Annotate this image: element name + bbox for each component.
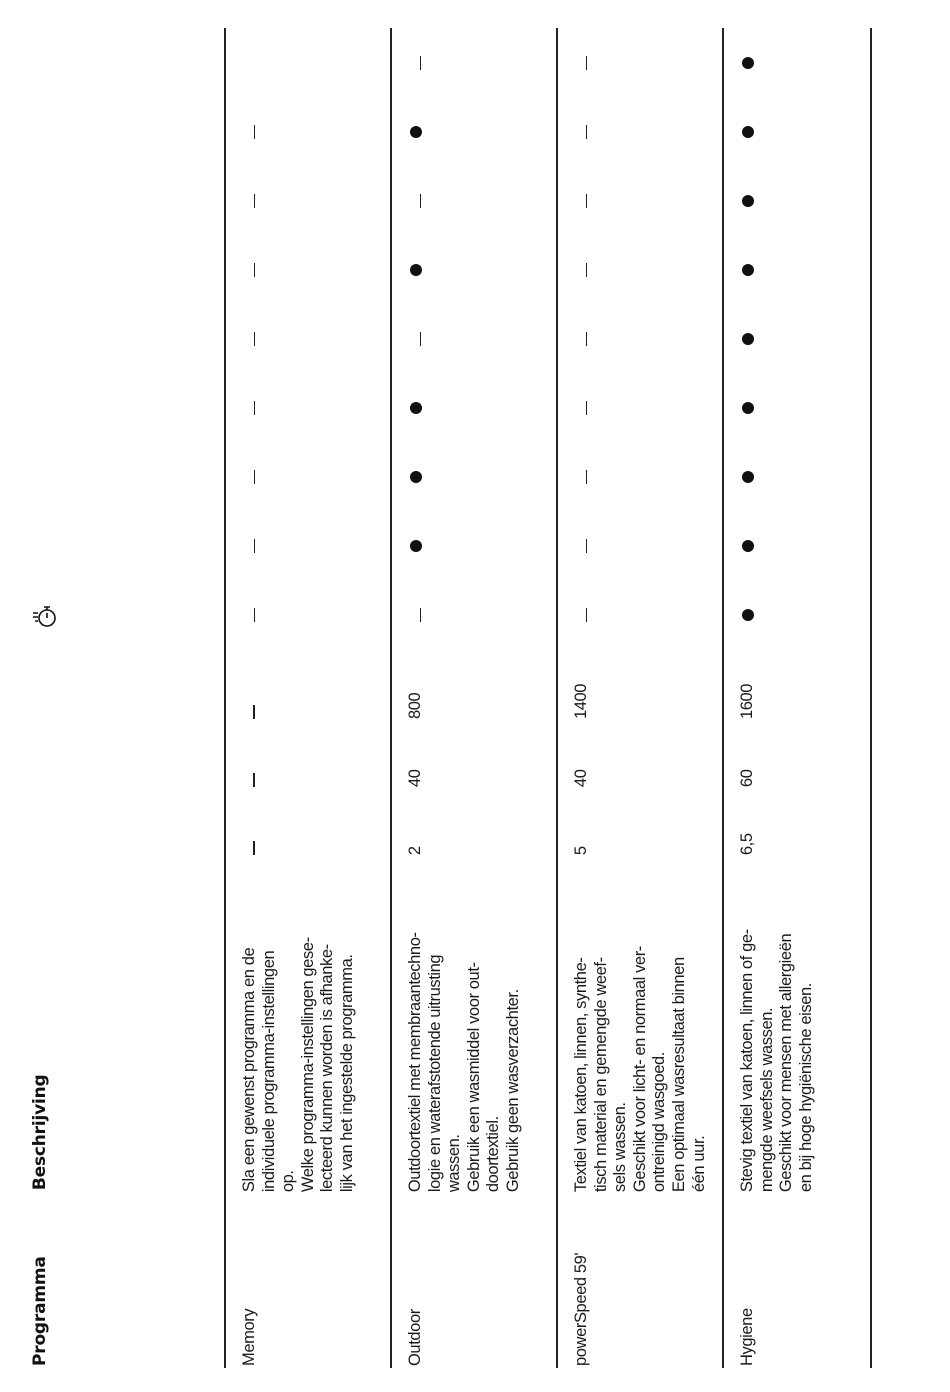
option-available bbox=[723, 166, 871, 235]
value-toeren: 1400 bbox=[557, 650, 723, 721]
dash-icon bbox=[420, 332, 422, 346]
dash-icon bbox=[254, 608, 256, 622]
dash-icon bbox=[254, 332, 256, 346]
option-unavailable bbox=[225, 235, 391, 304]
table-row bbox=[225, 28, 391, 1368]
value-kg: 6,5 bbox=[723, 789, 871, 857]
value-temp: 40 bbox=[391, 721, 557, 789]
program-description bbox=[391, 857, 557, 1192]
header-timer-column bbox=[16, 581, 225, 650]
option-available bbox=[723, 512, 871, 581]
table-row bbox=[557, 28, 723, 1368]
dash-icon bbox=[254, 539, 256, 553]
table-row bbox=[391, 28, 557, 1368]
option-unavailable bbox=[557, 373, 723, 442]
value-kg: 5 bbox=[557, 789, 723, 857]
value-kg: 2 bbox=[391, 789, 557, 857]
value-temp: 40 bbox=[557, 721, 723, 789]
dash-icon bbox=[254, 263, 256, 277]
option-unavailable bbox=[225, 443, 391, 512]
option-available bbox=[391, 373, 557, 442]
description-line: individuele programma-instellingen bbox=[259, 950, 278, 1193]
dash-mark bbox=[225, 650, 391, 721]
description-line: Stevig textiel van katoen, linnen of ge- bbox=[738, 929, 756, 1193]
bullet-icon bbox=[742, 402, 754, 414]
option-empty bbox=[225, 28, 391, 97]
option-available bbox=[391, 443, 557, 512]
program-description bbox=[225, 857, 391, 1192]
description-line: Welke programma-instellingen gese- bbox=[298, 937, 317, 1193]
dash-icon bbox=[586, 539, 588, 553]
option-unavailable bbox=[557, 97, 723, 166]
bullet-icon bbox=[410, 264, 422, 276]
option-unavailable bbox=[391, 304, 557, 373]
dash-icon bbox=[420, 56, 422, 70]
description-line: Textiel van katoen, linnen, synthe- bbox=[572, 957, 590, 1193]
description-line: sels wassen. bbox=[611, 1102, 630, 1193]
dash-icon bbox=[586, 263, 588, 277]
header-programma: Programma bbox=[30, 1256, 50, 1366]
dash-mark bbox=[225, 789, 391, 857]
description-line: één uur. bbox=[689, 1135, 708, 1193]
table-body bbox=[225, 28, 871, 1368]
value-toeren: 1600 bbox=[723, 650, 871, 721]
option-available bbox=[723, 97, 871, 166]
option-unavailable bbox=[225, 373, 391, 442]
description-line: lijk van het ingestelde programma. bbox=[337, 954, 356, 1193]
bullet-icon bbox=[410, 471, 422, 483]
option-unavailable bbox=[391, 28, 557, 97]
description-line: tisch material en gemengde weef- bbox=[591, 957, 610, 1193]
description-line: mengde weefsels wassen. bbox=[757, 1007, 776, 1193]
option-unavailable bbox=[557, 166, 723, 235]
program-table bbox=[16, 28, 872, 1368]
dash-icon bbox=[254, 194, 256, 208]
timer-icon bbox=[47, 600, 67, 630]
program-description bbox=[723, 857, 871, 1192]
bullet-icon bbox=[742, 126, 754, 138]
description-line: wassen. bbox=[445, 1134, 464, 1193]
bullet-icon bbox=[742, 333, 754, 345]
dash-icon bbox=[586, 125, 588, 139]
description-line: Sla een gewenst programma en de bbox=[240, 947, 258, 1193]
dash-mark bbox=[225, 721, 391, 789]
option-available bbox=[723, 28, 871, 97]
bullet-icon bbox=[742, 609, 754, 621]
description-line: Outdoortextiel met membraantechno- bbox=[406, 932, 424, 1193]
dash-icon bbox=[586, 194, 588, 208]
description-line: Een optimaal wasresultaat binnen bbox=[669, 957, 688, 1193]
option-unavailable bbox=[225, 512, 391, 581]
dash-icon bbox=[253, 773, 255, 787]
value-temp: 60 bbox=[723, 721, 871, 789]
program-name: powerSpeed 59' bbox=[557, 1192, 723, 1368]
dash-icon bbox=[586, 608, 588, 622]
description-line: logie en waterafstotende uitrusting bbox=[425, 954, 444, 1193]
option-unavailable bbox=[557, 512, 723, 581]
dash-icon bbox=[253, 841, 255, 855]
dash-icon bbox=[254, 470, 256, 484]
option-unavailable bbox=[225, 166, 391, 235]
option-available bbox=[723, 443, 871, 512]
bullet-icon bbox=[742, 195, 754, 207]
dash-icon bbox=[420, 608, 422, 622]
value-toeren: 800 bbox=[391, 650, 557, 721]
bullet-icon bbox=[410, 126, 422, 138]
program-description bbox=[557, 857, 723, 1192]
description-line: ontreinigd wasgoed. bbox=[650, 1052, 669, 1193]
description-line: Geschikt voor licht- en normaal ver- bbox=[630, 946, 649, 1193]
program-name: Memory bbox=[225, 1192, 391, 1368]
dash-icon bbox=[586, 56, 588, 70]
dash-icon bbox=[586, 332, 588, 346]
option-unavailable bbox=[557, 28, 723, 97]
option-available bbox=[391, 512, 557, 581]
table-row bbox=[723, 28, 871, 1368]
option-unavailable bbox=[225, 581, 391, 650]
option-available bbox=[723, 581, 871, 650]
program-name: Outdoor bbox=[391, 1192, 557, 1368]
description-line: doortextiel. bbox=[484, 1116, 503, 1193]
dash-icon bbox=[253, 705, 255, 719]
description-line: Gebruik een wasmiddel voor out- bbox=[464, 962, 483, 1193]
option-unavailable bbox=[391, 166, 557, 235]
option-unavailable bbox=[557, 235, 723, 304]
option-unavailable bbox=[391, 581, 557, 650]
option-available bbox=[723, 373, 871, 442]
option-unavailable bbox=[557, 304, 723, 373]
bullet-icon bbox=[742, 57, 754, 69]
description-line: Gebruik geen wasverzachter. bbox=[503, 989, 522, 1193]
bullet-icon bbox=[410, 402, 422, 414]
option-available bbox=[723, 235, 871, 304]
bullet-icon bbox=[742, 471, 754, 483]
option-available bbox=[723, 304, 871, 373]
option-unavailable bbox=[557, 581, 723, 650]
option-unavailable bbox=[557, 443, 723, 512]
bullet-icon bbox=[410, 540, 422, 552]
dash-icon bbox=[586, 470, 588, 484]
table-header-row bbox=[16, 28, 225, 1368]
description-line: lecteerd kunnen worden is afhanke- bbox=[318, 944, 337, 1193]
description-line: op. bbox=[279, 1170, 298, 1193]
option-unavailable bbox=[225, 304, 391, 373]
dash-icon bbox=[420, 194, 422, 208]
bullet-icon bbox=[742, 540, 754, 552]
header-beschrijving: Beschrijving bbox=[30, 1074, 50, 1191]
program-name: Hygiene bbox=[723, 1192, 871, 1368]
option-available bbox=[391, 97, 557, 166]
dash-icon bbox=[254, 125, 256, 139]
dash-icon bbox=[254, 401, 256, 415]
dash-icon bbox=[586, 401, 588, 415]
option-available bbox=[391, 235, 557, 304]
bullet-icon bbox=[742, 264, 754, 276]
option-unavailable bbox=[225, 97, 391, 166]
description-line: en bij hoge hygiënische eisen. bbox=[796, 983, 815, 1193]
description-line: Geschikt voor mensen met allergieën bbox=[777, 933, 796, 1193]
